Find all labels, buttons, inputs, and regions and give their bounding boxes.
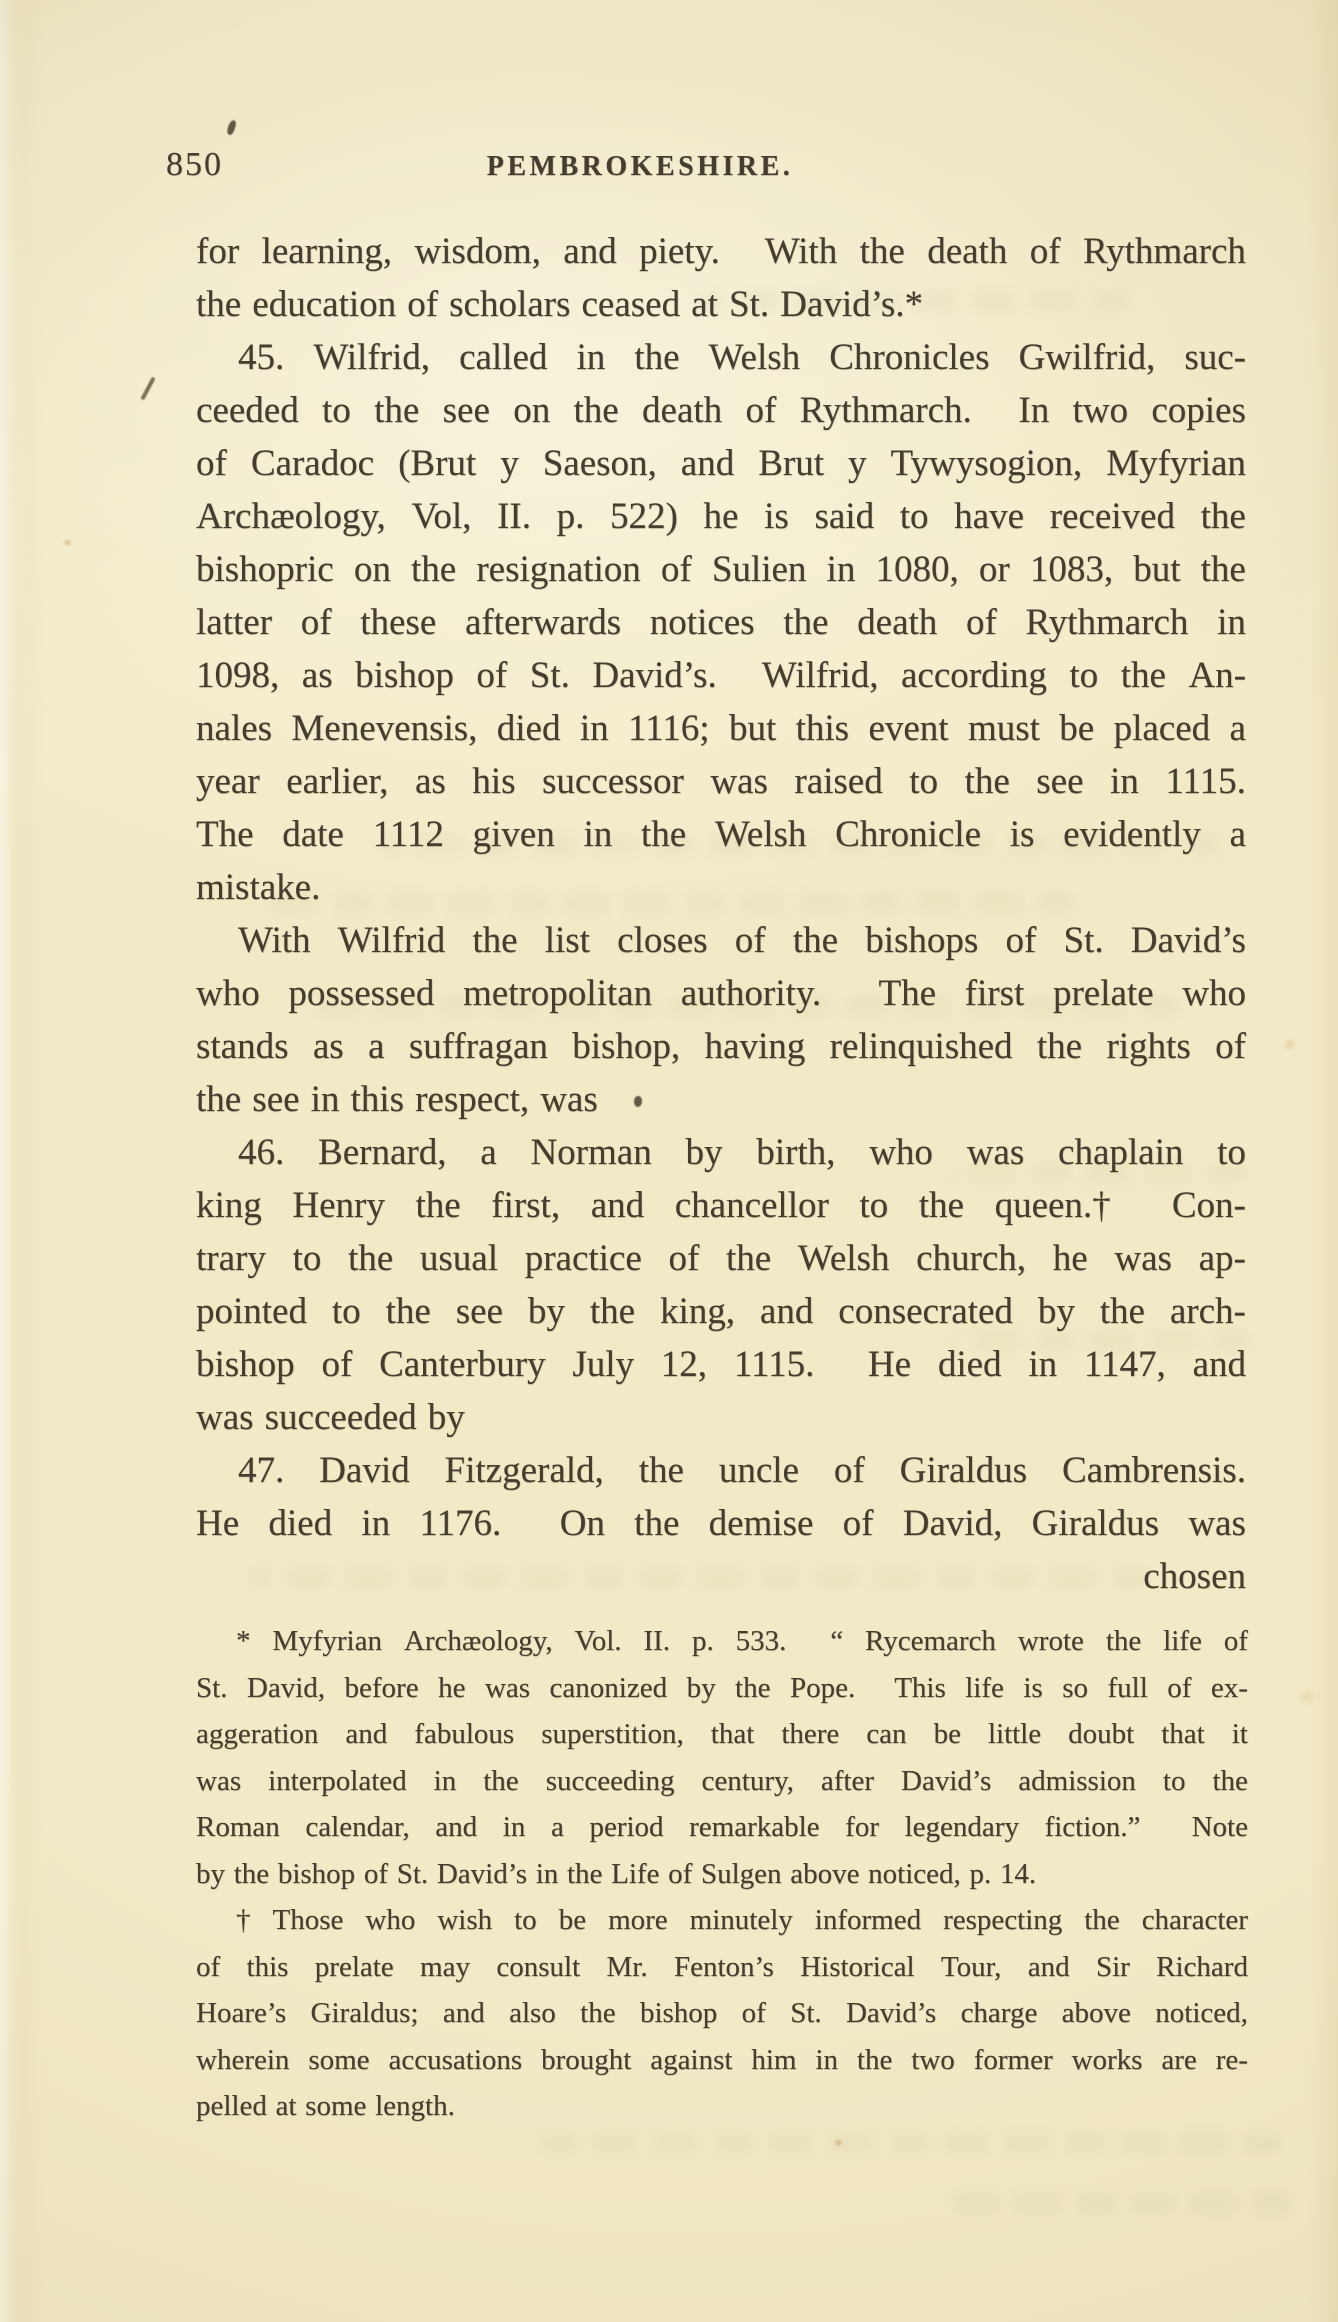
- text-line: trary to the usual practice of the Welsh church, he was ap-: [196, 1238, 1246, 1279]
- text-line: pointed to the see by the king, and consecrated by the arch-: [196, 1291, 1246, 1332]
- text-line: by the bishop of St. David’s in the Life of Sulgen above noticed, p. 14.: [196, 1857, 1037, 1890]
- text-line: was interpolated in the succeeding century, after David’s admission to the: [196, 1764, 1248, 1797]
- ghost-line: [540, 2132, 1280, 2154]
- body-text: [196, 225, 1246, 1603]
- text-line: † Those who wish to be more minutely informed respecting the character: [236, 1904, 1248, 1936]
- running-title: PEMBROKESHIRE.: [486, 151, 794, 182]
- text-line: bishopric on the resignation of Sulien in 1080, or 1083, but the: [196, 549, 1246, 590]
- text-line: latter of these afterwards notices the death of Rythmarch in: [196, 602, 1246, 643]
- foxing-spot: [834, 2138, 843, 2147]
- ghost-line: [950, 2192, 1290, 2214]
- text-line: for learning, wisdom, and piety. With the death of Rythmarch: [196, 231, 1246, 272]
- text-line: bishop of Canterbury July 12, 1115. He died in 1147, and: [196, 1344, 1246, 1385]
- foxing-spot: [1282, 1038, 1298, 1051]
- text-line: wherein some accusations brought against him in the two former works are re-: [196, 2043, 1248, 2076]
- text-line: of Caradoc (Brut y Saeson, and Brut y Tywysogion, Myfyrian: [196, 443, 1246, 484]
- text-line: With Wilfrid the list closes of the bishops of St. David’s: [238, 920, 1246, 961]
- foxing-spot: [1296, 1688, 1318, 1706]
- text-line: * Myfyrian Archæology, Vol. II. p. 533. “ Rycemarch wrote the life of: [236, 1625, 1248, 1657]
- page-number: 850: [166, 146, 223, 183]
- text-line: Hoare’s Giraldus; and also the bishop of St. David’s charge above noticed,: [196, 1997, 1248, 2029]
- text-line: chosen: [1143, 1556, 1246, 1597]
- text-line: was succeeded by: [196, 1397, 465, 1438]
- text-line: Roman calendar, and in a period remarkable for legendary fiction.” Note: [196, 1811, 1248, 1843]
- text-line: 1098, as bishop of St. David’s. Wilfrid, according to the An-: [196, 655, 1246, 696]
- text-line: stands as a suffragan bishop, having relinquished the rights of: [196, 1026, 1246, 1067]
- text-line: 47. David Fitzgerald, the uncle of Giraldus Cambrensis.: [238, 1450, 1246, 1491]
- text-line: the education of scholars ceased at St. David’s.*: [196, 284, 924, 325]
- text-line: pelled at some length.: [196, 2090, 455, 2122]
- pen-mark: [140, 377, 155, 401]
- text-line: king Henry the first, and chancellor to the queen.† Con-: [196, 1185, 1246, 1226]
- text-line: aggeration and fabulous superstition, that there can be little doubt that it: [196, 1718, 1248, 1750]
- text-line: He died in 1176. On the demise of David, Giraldus was: [196, 1503, 1246, 1544]
- text-line: year earlier, as his successor was raised to the see in 1115.: [196, 761, 1246, 802]
- ink-speck: [225, 119, 237, 136]
- foxing-spot: [62, 538, 73, 547]
- text-line: mistake.: [196, 867, 321, 908]
- text-line: nales Menevensis, died in 1116; but this event must be placed a: [196, 708, 1246, 749]
- text-line: 46. Bernard, a Norman by birth, who was chaplain to: [238, 1132, 1246, 1173]
- text-line: ceeded to the see on the death of Rythmarch. In two copies: [196, 390, 1246, 431]
- text-line: the see in this respect, was: [196, 1079, 598, 1120]
- text-line: 45. Wilfrid, called in the Welsh Chronicles Gwilfrid, suc-: [238, 337, 1246, 378]
- footnotes: [196, 1618, 1248, 2130]
- text-line: who possessed metropolitan authority. The first prelate who: [196, 973, 1246, 1014]
- text-line: of this prelate may consult Mr. Fenton’s Historical Tour, and Sir Richard: [196, 1950, 1248, 1983]
- text-line: St. David, before he was canonized by the Pope. This life is so full of ex-: [196, 1671, 1248, 1704]
- text-line: The date 1112 given in the Welsh Chronicle is evidently a: [196, 814, 1246, 855]
- text-line: Archæology, Vol, II. p. 522) he is said to have received the: [196, 496, 1246, 537]
